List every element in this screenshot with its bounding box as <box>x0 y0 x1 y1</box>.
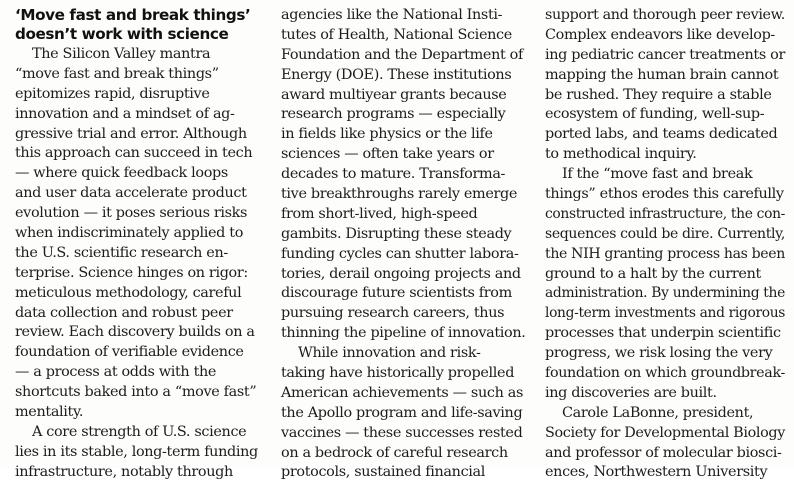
text-line: ing pediatric cancer treatments or <box>545 46 785 63</box>
text-line: funding cycles can shutter labora- <box>281 245 519 262</box>
text-line: infrastructure, notably through <box>15 463 233 480</box>
text-line: and user data accelerate product <box>15 185 247 202</box>
text-line: pursuing research careers, thus <box>281 305 505 322</box>
text-line: foundation of verifiable evidence <box>15 344 244 361</box>
text-line: lies in its stable, long-term funding <box>15 443 258 460</box>
text-line: innovation and a mindset of ag- <box>15 105 235 122</box>
text-line: long-term investments and rigorous <box>545 305 785 322</box>
text-line: Carole LaBonne, president, <box>562 404 754 421</box>
text-line: vaccines — these successes rested <box>281 424 523 441</box>
column-3-text <box>545 6 785 483</box>
text-line: discourage future scientists from <box>281 285 512 302</box>
text-line: be rushed. They require a stable <box>545 86 772 103</box>
text-line: gambits. Disrupting these steady <box>281 225 512 242</box>
text-line: review. Each discovery builds on a <box>15 324 255 341</box>
text-line: tive breakthroughs rarely emerge <box>281 186 518 203</box>
text-line: Society for Developmental Biology <box>545 424 785 441</box>
text-line: things” ethos erodes this carefully <box>545 186 784 203</box>
text-line: ecosystem of funding, well-sup- <box>545 106 765 123</box>
text-line: mentality. <box>15 404 84 421</box>
text-line: award multiyear grants because <box>281 86 507 103</box>
text-line: epitomizes rapid, disruptive <box>15 85 210 102</box>
text-line: foundation on which groundbreak- <box>545 365 785 382</box>
text-line: agencies like the National Insti- <box>281 7 503 23</box>
headline-line: doesn’t work with science <box>15 24 229 43</box>
headline-line: ‘Move fast and break things’ <box>15 6 251 24</box>
text-line: administration. By undermining the <box>545 285 785 302</box>
text-line: protocols, sustained financial <box>281 464 486 481</box>
text-line: from short-lived, high-speed <box>281 205 478 222</box>
text-line: on a bedrock of careful research <box>281 444 508 461</box>
text-line: A core strength of U.S. science <box>32 423 247 440</box>
text-line: this approach can succeed in tech <box>15 145 253 162</box>
text-line: thinning the pipeline of innovation. <box>281 325 526 342</box>
text-line: sequences could be dire. Currently, <box>545 225 785 242</box>
text-line: The Silicon Valley mantra <box>32 46 211 62</box>
text-line: ground to a halt by the current <box>545 265 761 282</box>
text-line: the NIH granting process has been <box>545 245 785 262</box>
text-line: ing discoveries are built. <box>545 384 717 401</box>
text-line: Foundation and the Department of <box>281 46 523 63</box>
text-line: progress, we risk losing the very <box>545 345 773 362</box>
text-line: mapping the human brain cannot <box>545 66 779 83</box>
text-line: While innovation and risk- <box>298 345 481 362</box>
text-line: taking have historically propelled <box>281 365 515 382</box>
text-line: “move fast and break things” <box>15 65 219 82</box>
text-line: tutes of Health, National Science <box>281 26 512 43</box>
text-line: tories, derail ongoing projects and <box>281 265 521 282</box>
column-1-text <box>15 45 267 483</box>
text-line: meticulous methodology, careful <box>15 284 242 301</box>
headline <box>15 6 267 43</box>
text-line: sciences — often take years or <box>281 146 494 163</box>
text-line: support and thorough peer review. <box>545 7 785 23</box>
text-line: constructed infrastructure, the con- <box>545 205 785 222</box>
text-line: decades to mature. Transforma- <box>281 166 506 183</box>
text-line: gressive trial and error. Although <box>15 125 247 142</box>
text-line: If the “move fast and break <box>562 166 753 183</box>
text-line: — where quick feedback loops <box>15 165 228 182</box>
text-line: ences, Northwestern University <box>545 464 768 481</box>
text-line: terprise. Science hinges on rigor: <box>15 264 248 281</box>
text-line: the U.S. scientific research en- <box>15 244 228 261</box>
text-line: in fields like physics or the life <box>281 126 493 143</box>
column-2 <box>281 6 531 483</box>
text-line: Energy (DOE). These institutions <box>281 66 512 83</box>
column-1 <box>15 6 267 483</box>
text-line: shortcuts baked into a “move fast” <box>15 384 257 401</box>
text-line: Complex endeavors like develop- <box>545 26 775 43</box>
text-line: when indiscriminately applied to <box>15 225 244 242</box>
text-line: evolution — it poses serious risks <box>15 205 248 222</box>
text-line: — a process at odds with the <box>15 364 217 381</box>
text-line: processes that underpin scientific <box>545 325 781 342</box>
text-line: American achievements — such as <box>281 384 523 401</box>
text-line: ported labs, and teams dedicated <box>545 126 778 143</box>
text-line: to methodical inquiry. <box>545 146 697 163</box>
text-line: research programs — especially <box>281 106 506 123</box>
column-3 <box>545 6 785 483</box>
column-2-text <box>281 6 531 483</box>
text-line: the Apollo program and life-saving <box>281 404 523 421</box>
text-line: data collection and robust peer <box>15 304 233 321</box>
text-line: and professor of molecular biosci- <box>545 444 782 461</box>
